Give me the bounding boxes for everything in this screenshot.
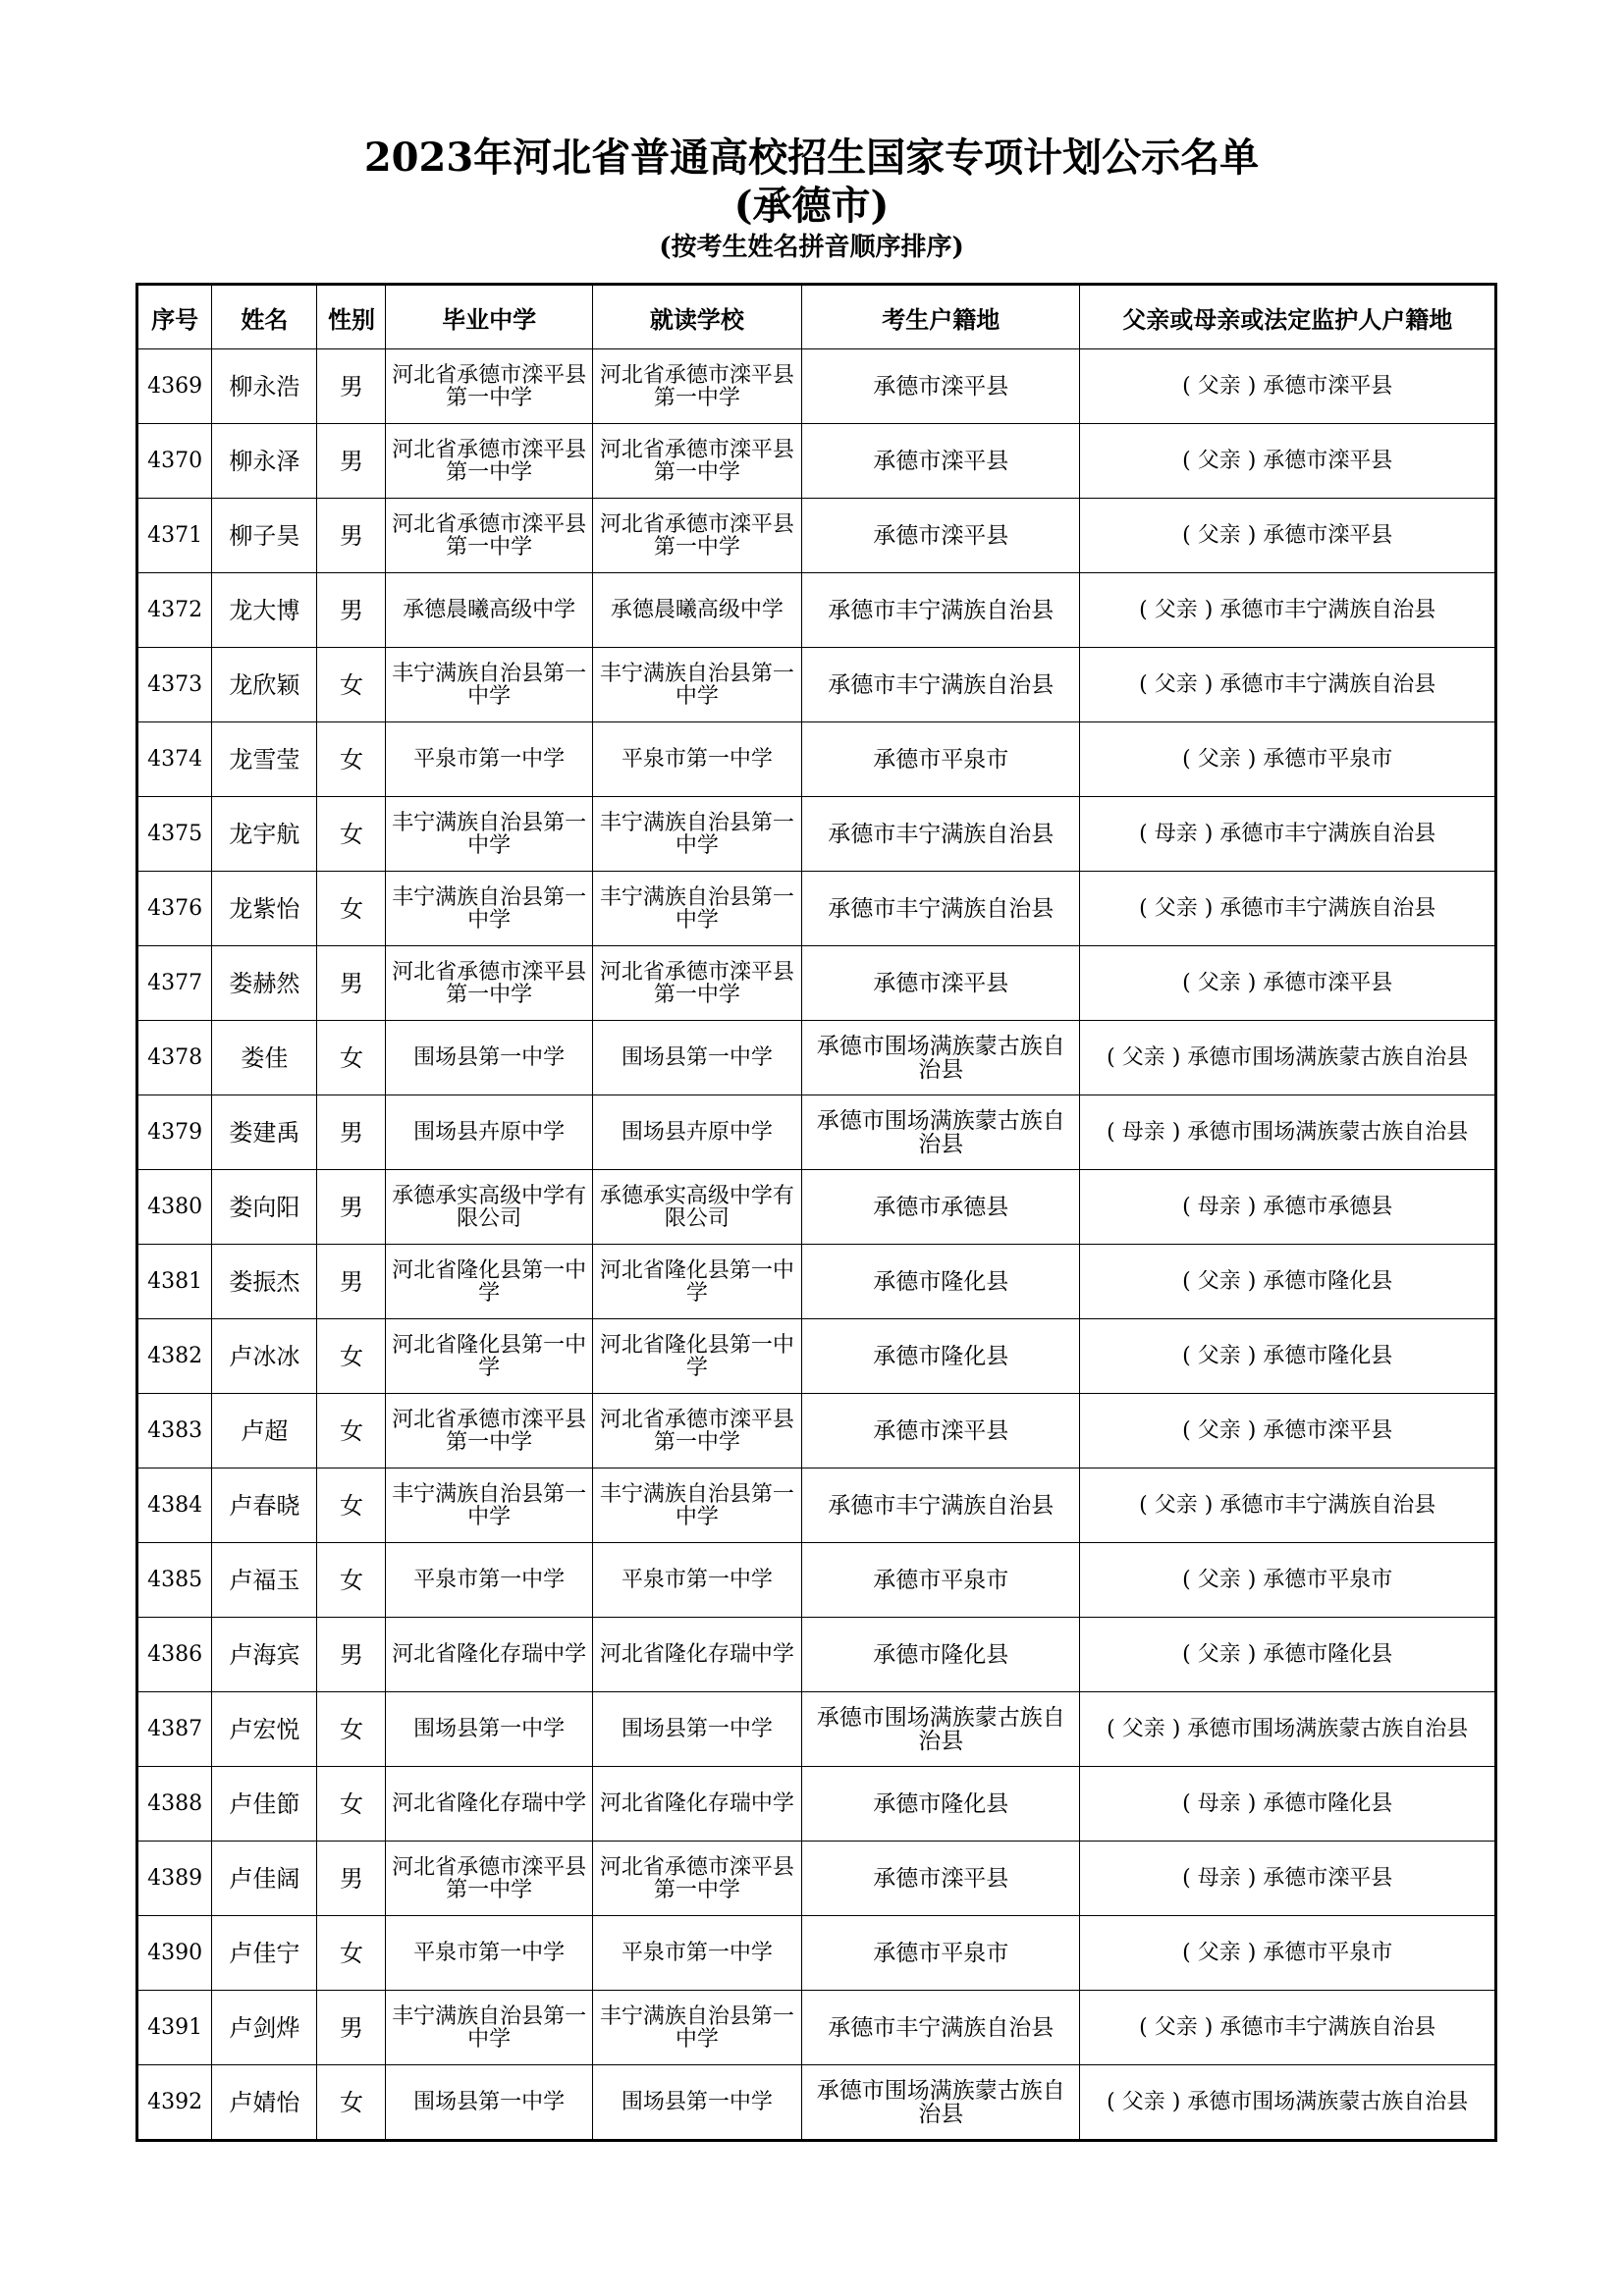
cell-student-hukou: 承德市滦平县 xyxy=(802,499,1080,573)
table-row xyxy=(137,1319,1496,1394)
cell-current-school: 河北省承德市滦平县第一中学 xyxy=(592,946,801,1021)
cell-name: 柳子昊 xyxy=(212,499,317,573)
cell-guardian-hukou: ( 父亲 ) 承德市滦平县 xyxy=(1080,499,1496,573)
cell-student-hukou: 承德市丰宁满族自治县 xyxy=(802,1468,1080,1543)
header-name: 姓名 xyxy=(212,285,317,349)
cell-graduation-school: 围场县卉原中学 xyxy=(386,1095,592,1170)
table-row xyxy=(137,872,1496,946)
cell-guardian-hukou: ( 父亲 ) 承德市隆化县 xyxy=(1080,1618,1496,1692)
cell-current-school: 平泉市第一中学 xyxy=(592,1543,801,1618)
cell-student-hukou: 承德市滦平县 xyxy=(802,946,1080,1021)
cell-seq: 4370 xyxy=(137,424,212,499)
cell-current-school: 平泉市第一中学 xyxy=(592,1916,801,1991)
cell-current-school: 围场县第一中学 xyxy=(592,1692,801,1767)
cell-gender: 女 xyxy=(317,872,386,946)
cell-graduation-school: 河北省承德市滦平县第一中学 xyxy=(386,424,592,499)
cell-seq: 4375 xyxy=(137,797,212,872)
cell-student-hukou: 承德市平泉市 xyxy=(802,722,1080,797)
cell-guardian-hukou: ( 父亲 ) 承德市丰宁满族自治县 xyxy=(1080,1468,1496,1543)
cell-name: 龙欣颖 xyxy=(212,648,317,722)
table-row xyxy=(137,1245,1496,1319)
cell-current-school: 丰宁满族自治县第一中学 xyxy=(592,1468,801,1543)
table-row xyxy=(137,1095,1496,1170)
cell-name: 卢佳宁 xyxy=(212,1916,317,1991)
cell-name: 龙宇航 xyxy=(212,797,317,872)
page-title: 2023年河北省普通高校招生国家专项计划公示名单 xyxy=(363,134,1260,181)
cell-name: 娄向阳 xyxy=(212,1170,317,1245)
cell-gender: 男 xyxy=(317,1245,386,1319)
cell-student-hukou: 承德市隆化县 xyxy=(802,1618,1080,1692)
table-row xyxy=(137,1543,1496,1618)
cell-current-school: 河北省隆化存瑞中学 xyxy=(592,1618,801,1692)
table-row xyxy=(137,1618,1496,1692)
cell-seq: 4387 xyxy=(137,1692,212,1767)
cell-gender: 男 xyxy=(317,499,386,573)
cell-graduation-school: 围场县第一中学 xyxy=(386,2065,592,2141)
cell-name: 龙雪莹 xyxy=(212,722,317,797)
sort-note: (按考生姓名拼音顺序排序) xyxy=(659,233,964,262)
table-row xyxy=(137,1021,1496,1095)
cell-seq: 4377 xyxy=(137,946,212,1021)
table-row xyxy=(137,1692,1496,1767)
cell-gender: 女 xyxy=(317,1021,386,1095)
cell-student-hukou: 承德市隆化县 xyxy=(802,1767,1080,1842)
cell-name: 卢婧怡 xyxy=(212,2065,317,2141)
cell-name: 卢宏悦 xyxy=(212,1692,317,1767)
header-graduation-school: 毕业中学 xyxy=(386,285,592,349)
cell-seq: 4384 xyxy=(137,1468,212,1543)
cell-student-hukou: 承德市丰宁满族自治县 xyxy=(802,648,1080,722)
cell-seq: 4381 xyxy=(137,1245,212,1319)
cell-graduation-school: 承德承实高级中学有限公司 xyxy=(386,1170,592,1245)
cell-graduation-school: 丰宁满族自治县第一中学 xyxy=(386,872,592,946)
cell-graduation-school: 丰宁满族自治县第一中学 xyxy=(386,1468,592,1543)
cell-graduation-school: 河北省承德市滦平县第一中学 xyxy=(386,1394,592,1468)
cell-student-hukou: 承德市围场满族蒙古族自治县 xyxy=(802,1095,1080,1170)
cell-gender: 女 xyxy=(317,1767,386,1842)
table-row xyxy=(137,648,1496,722)
cell-name: 娄赫然 xyxy=(212,946,317,1021)
cell-gender: 女 xyxy=(317,2065,386,2141)
cell-name: 柳永浩 xyxy=(212,349,317,424)
cell-student-hukou: 承德市平泉市 xyxy=(802,1916,1080,1991)
cell-graduation-school: 河北省隆化存瑞中学 xyxy=(386,1767,592,1842)
cell-seq: 4372 xyxy=(137,573,212,648)
cell-current-school: 围场县第一中学 xyxy=(592,1021,801,1095)
cell-name: 卢冰冰 xyxy=(212,1319,317,1394)
cell-name: 卢超 xyxy=(212,1394,317,1468)
cell-guardian-hukou: ( 母亲 ) 承德市承德县 xyxy=(1080,1170,1496,1245)
table-row xyxy=(137,1170,1496,1245)
cell-seq: 4378 xyxy=(137,1021,212,1095)
cell-graduation-school: 平泉市第一中学 xyxy=(386,722,592,797)
cell-name: 卢海宾 xyxy=(212,1618,317,1692)
cell-guardian-hukou: ( 父亲 ) 承德市平泉市 xyxy=(1080,1916,1496,1991)
table-row xyxy=(137,573,1496,648)
table-row xyxy=(137,1991,1496,2065)
cell-guardian-hukou: ( 父亲 ) 承德市围场满族蒙古族自治县 xyxy=(1080,1692,1496,1767)
cell-name: 卢佳阔 xyxy=(212,1842,317,1916)
cell-seq: 4383 xyxy=(137,1394,212,1468)
cell-seq: 4389 xyxy=(137,1842,212,1916)
cell-current-school: 丰宁满族自治县第一中学 xyxy=(592,872,801,946)
cell-name: 娄建禹 xyxy=(212,1095,317,1170)
cell-guardian-hukou: ( 父亲 ) 承德市隆化县 xyxy=(1080,1245,1496,1319)
cell-gender: 男 xyxy=(317,1618,386,1692)
cell-gender: 男 xyxy=(317,1842,386,1916)
cell-guardian-hukou: ( 父亲 ) 承德市平泉市 xyxy=(1080,722,1496,797)
cell-current-school: 承德承实高级中学有限公司 xyxy=(592,1170,801,1245)
cell-student-hukou: 承德市平泉市 xyxy=(802,1543,1080,1618)
cell-gender: 女 xyxy=(317,797,386,872)
cell-gender: 女 xyxy=(317,1468,386,1543)
cell-seq: 4379 xyxy=(137,1095,212,1170)
cell-current-school: 河北省隆化县第一中学 xyxy=(592,1319,801,1394)
cell-gender: 男 xyxy=(317,946,386,1021)
cell-gender: 女 xyxy=(317,648,386,722)
header-guardian-hukou: 父亲或母亲或法定监护人户籍地 xyxy=(1080,285,1496,349)
cell-name: 卢佳節 xyxy=(212,1767,317,1842)
cell-guardian-hukou: ( 母亲 ) 承德市隆化县 xyxy=(1080,1767,1496,1842)
cell-name: 娄振杰 xyxy=(212,1245,317,1319)
cell-seq: 4391 xyxy=(137,1991,212,2065)
cell-seq: 4388 xyxy=(137,1767,212,1842)
cell-student-hukou: 承德市滦平县 xyxy=(802,349,1080,424)
cell-graduation-school: 平泉市第一中学 xyxy=(386,1916,592,1991)
cell-current-school: 河北省承德市滦平县第一中学 xyxy=(592,1394,801,1468)
cell-seq: 4371 xyxy=(137,499,212,573)
cell-name: 龙大博 xyxy=(212,573,317,648)
cell-seq: 4385 xyxy=(137,1543,212,1618)
cell-seq: 4374 xyxy=(137,722,212,797)
cell-student-hukou: 承德市围场满族蒙古族自治县 xyxy=(802,2065,1080,2141)
cell-current-school: 平泉市第一中学 xyxy=(592,722,801,797)
table-row xyxy=(137,1767,1496,1842)
cell-guardian-hukou: ( 母亲 ) 承德市围场满族蒙古族自治县 xyxy=(1080,1095,1496,1170)
cell-current-school: 河北省隆化存瑞中学 xyxy=(592,1767,801,1842)
cell-current-school: 河北省承德市滦平县第一中学 xyxy=(592,499,801,573)
table-row xyxy=(137,797,1496,872)
cell-graduation-school: 河北省隆化县第一中学 xyxy=(386,1319,592,1394)
cell-gender: 男 xyxy=(317,1170,386,1245)
cell-current-school: 河北省承德市滦平县第一中学 xyxy=(592,1842,801,1916)
cell-name: 娄佳 xyxy=(212,1021,317,1095)
table-row xyxy=(137,1842,1496,1916)
cell-name: 柳永泽 xyxy=(212,424,317,499)
cell-student-hukou: 承德市隆化县 xyxy=(802,1319,1080,1394)
cell-gender: 女 xyxy=(317,1692,386,1767)
cell-student-hukou: 承德市围场满族蒙古族自治县 xyxy=(802,1021,1080,1095)
cell-graduation-school: 丰宁满族自治县第一中学 xyxy=(386,648,592,722)
cell-seq: 4376 xyxy=(137,872,212,946)
cell-name: 卢春晓 xyxy=(212,1468,317,1543)
cell-guardian-hukou: ( 母亲 ) 承德市滦平县 xyxy=(1080,1842,1496,1916)
cell-student-hukou: 承德市隆化县 xyxy=(802,1245,1080,1319)
cell-gender: 女 xyxy=(317,1916,386,1991)
cell-graduation-school: 河北省承德市滦平县第一中学 xyxy=(386,1842,592,1916)
cell-seq: 4390 xyxy=(137,1916,212,1991)
cell-guardian-hukou: ( 父亲 ) 承德市围场满族蒙古族自治县 xyxy=(1080,1021,1496,1095)
cell-gender: 男 xyxy=(317,1095,386,1170)
cell-current-school: 丰宁满族自治县第一中学 xyxy=(592,1991,801,2065)
cell-graduation-school: 河北省承德市滦平县第一中学 xyxy=(386,499,592,573)
cell-gender: 男 xyxy=(317,1991,386,2065)
cell-gender: 女 xyxy=(317,1319,386,1394)
header-gender: 性别 xyxy=(317,285,386,349)
cell-guardian-hukou: ( 父亲 ) 承德市丰宁满族自治县 xyxy=(1080,872,1496,946)
page-subtitle: (承德市) xyxy=(733,183,890,229)
header-seq: 序号 xyxy=(137,285,212,349)
cell-graduation-school: 平泉市第一中学 xyxy=(386,1543,592,1618)
cell-seq: 4382 xyxy=(137,1319,212,1394)
cell-student-hukou: 承德市滦平县 xyxy=(802,1842,1080,1916)
cell-name: 卢剑烨 xyxy=(212,1991,317,2065)
cell-current-school: 丰宁满族自治县第一中学 xyxy=(592,797,801,872)
cell-current-school: 河北省承德市滦平县第一中学 xyxy=(592,349,801,424)
table-row xyxy=(137,2065,1496,2141)
cell-student-hukou: 承德市滦平县 xyxy=(802,424,1080,499)
cell-student-hukou: 承德市丰宁满族自治县 xyxy=(802,872,1080,946)
table-row xyxy=(137,1468,1496,1543)
cell-gender: 女 xyxy=(317,1543,386,1618)
cell-graduation-school: 河北省承德市滦平县第一中学 xyxy=(386,946,592,1021)
cell-student-hukou: 承德市丰宁满族自治县 xyxy=(802,573,1080,648)
cell-current-school: 承德晨曦高级中学 xyxy=(592,573,801,648)
cell-gender: 女 xyxy=(317,722,386,797)
cell-guardian-hukou: ( 父亲 ) 承德市隆化县 xyxy=(1080,1319,1496,1394)
header-current-school: 就读学校 xyxy=(592,285,801,349)
cell-graduation-school: 河北省隆化存瑞中学 xyxy=(386,1618,592,1692)
cell-guardian-hukou: ( 父亲 ) 承德市滦平县 xyxy=(1080,424,1496,499)
cell-seq: 4380 xyxy=(137,1170,212,1245)
cell-gender: 男 xyxy=(317,424,386,499)
cell-current-school: 河北省隆化县第一中学 xyxy=(592,1245,801,1319)
cell-gender: 女 xyxy=(317,1394,386,1468)
cell-student-hukou: 承德市丰宁满族自治县 xyxy=(802,797,1080,872)
cell-guardian-hukou: ( 父亲 ) 承德市丰宁满族自治县 xyxy=(1080,1991,1496,2065)
cell-graduation-school: 围场县第一中学 xyxy=(386,1021,592,1095)
cell-guardian-hukou: ( 父亲 ) 承德市丰宁满族自治县 xyxy=(1080,648,1496,722)
cell-current-school: 河北省承德市滦平县第一中学 xyxy=(592,424,801,499)
cell-graduation-school: 丰宁满族自治县第一中学 xyxy=(386,1991,592,2065)
cell-graduation-school: 丰宁满族自治县第一中学 xyxy=(386,797,592,872)
cell-student-hukou: 承德市围场满族蒙古族自治县 xyxy=(802,1692,1080,1767)
cell-guardian-hukou: ( 父亲 ) 承德市滦平县 xyxy=(1080,1394,1496,1468)
student-list-table xyxy=(135,283,1497,2142)
cell-current-school: 围场县卉原中学 xyxy=(592,1095,801,1170)
table-header-row xyxy=(137,285,1496,349)
cell-guardian-hukou: ( 父亲 ) 承德市滦平县 xyxy=(1080,946,1496,1021)
table-row xyxy=(137,424,1496,499)
header-student-hukou: 考生户籍地 xyxy=(802,285,1080,349)
cell-graduation-school: 承德晨曦高级中学 xyxy=(386,573,592,648)
cell-name: 龙紫怡 xyxy=(212,872,317,946)
cell-guardian-hukou: ( 母亲 ) 承德市丰宁满族自治县 xyxy=(1080,797,1496,872)
cell-gender: 男 xyxy=(317,573,386,648)
cell-current-school: 丰宁满族自治县第一中学 xyxy=(592,648,801,722)
cell-guardian-hukou: ( 父亲 ) 承德市平泉市 xyxy=(1080,1543,1496,1618)
cell-seq: 4373 xyxy=(137,648,212,722)
table-row xyxy=(137,1916,1496,1991)
table-row xyxy=(137,349,1496,424)
cell-graduation-school: 河北省隆化县第一中学 xyxy=(386,1245,592,1319)
cell-seq: 4392 xyxy=(137,2065,212,2141)
cell-student-hukou: 承德市滦平县 xyxy=(802,1394,1080,1468)
table-row xyxy=(137,946,1496,1021)
cell-gender: 男 xyxy=(317,349,386,424)
cell-student-hukou: 承德市丰宁满族自治县 xyxy=(802,1991,1080,2065)
cell-graduation-school: 河北省承德市滦平县第一中学 xyxy=(386,349,592,424)
cell-graduation-school: 围场县第一中学 xyxy=(386,1692,592,1767)
cell-name: 卢福玉 xyxy=(212,1543,317,1618)
table-row xyxy=(137,1394,1496,1468)
cell-seq: 4369 xyxy=(137,349,212,424)
cell-current-school: 围场县第一中学 xyxy=(592,2065,801,2141)
cell-guardian-hukou: ( 父亲 ) 承德市滦平县 xyxy=(1080,349,1496,424)
cell-guardian-hukou: ( 父亲 ) 承德市丰宁满族自治县 xyxy=(1080,573,1496,648)
table-row xyxy=(137,499,1496,573)
table-row xyxy=(137,722,1496,797)
cell-student-hukou: 承德市承德县 xyxy=(802,1170,1080,1245)
cell-seq: 4386 xyxy=(137,1618,212,1692)
cell-guardian-hukou: ( 父亲 ) 承德市围场满族蒙古族自治县 xyxy=(1080,2065,1496,2141)
